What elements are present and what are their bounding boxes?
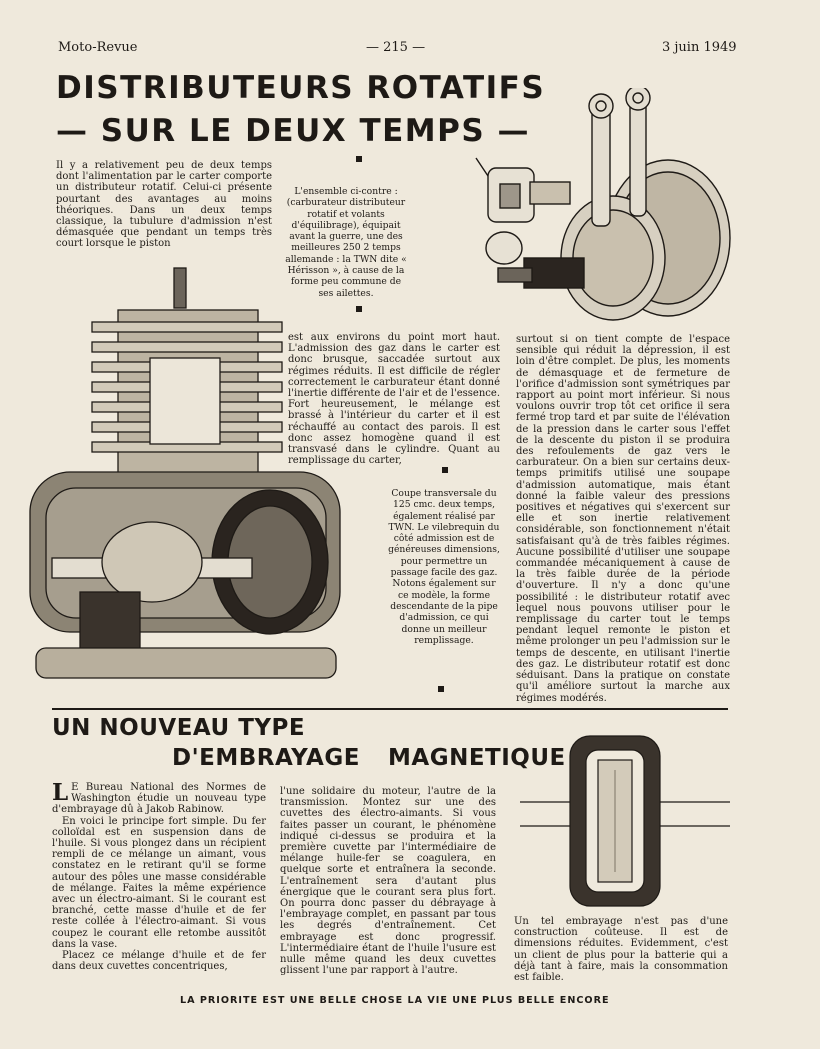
magnetic-clutch-diagram <box>520 730 730 910</box>
article-title-line2: — SUR LE DEUX TEMPS — <box>56 113 530 149</box>
issue-date: 3 juin 1949 <box>662 40 737 55</box>
paragraph: En voici le principe fort simple. Du fer colloïdal est en suspension dans de l'huile. Si vous plongez dans un récipient rempli de ce mélange un aimant, vous constatez en le retirant qu'il se forme autour des pôles une masse considérable de mélange. Faites la même expérience avec un électro-aimant. Si le courant est branché, cette masse d'huile et de fer reste collée à l'électro-aimant. Si vous coupez le courant elle retombe aussitôt dans la vase. <box>52 815 266 950</box>
section-bullet <box>356 306 362 312</box>
article2-title-line2b: MAGNETIQUE <box>388 745 566 771</box>
footer-slogan: LA PRIORITE EST UNE BELLE CHOSE LA VIE UNE PLUS BELLE ENCORE <box>180 995 610 1006</box>
clutch-column-1 <box>52 779 266 973</box>
middle-column-text: est aux environs du point mort haut. L'admission des gaz dans le carter est donc brusque, saccadée surtout aux régimes réduits. Il est difficile de régler correctement le carburateur étant donné l'inertie différente de l'air et de l'essence. Fort heureusement, le mélange est brassé à l'intérieur du carter et il est réchauffé au contact des parois. Il est donc assez homogène quand il est transvasé dans le cylindre. Quant au remplissage du carter, <box>288 332 500 467</box>
paragraph: Placez ce mélange d'huile et de fer dans deux cuvettes concentriques, <box>52 950 266 973</box>
caption-crankshaft: L'ensemble ci-contre : (carburateur distributeur rotatif et volants d'équilibrage), équipait avant la guerre, une des meilleures 250 2 temps allemande : la TWN dite « Hérisson », à cause de la forme peu commune de ses ailettes. <box>285 186 407 299</box>
section-bullet <box>442 467 448 473</box>
clutch-column-2: l'une solidaire du moteur, l'autre de la transmission. Montez sur une des cuvettes des électro-aimants. Si vous faites passer un courant, le phénomène indiqué ci-dessus se produira et la première cuvette par l'intermédiaire de mélange huile-fer se coagulera, en quelque sorte et entraînera la seconde. L'entraînement sera d'autant plus énergique que le courant sera plus fort. On pourra donc passer du débrayage à l'embrayage complet, en passant par tous les degrés d'entraînement. Cet embrayage est donc progressif. L'intermédiaire étant de l'huile l'usure est nulle même quand les deux cuvettes glissent l'une par rapport à l'autre. <box>280 786 496 977</box>
clutch-column-3: Un tel embrayage n'est pas d'une construction coûteuse. Il est de dimensions réduites. Evidemment, c'est un client de plus pour la batterie qui a déjà tant à faire, mais la consommation est faible. <box>514 916 728 984</box>
section-bullet <box>356 156 362 162</box>
article2-title-line1: UN NOUVEAU TYPE <box>52 715 306 741</box>
page-number: — 215 — <box>366 40 426 55</box>
magazine-name: Moto-Revue <box>58 40 138 55</box>
crankshaft-carburetor-illustration <box>468 88 740 324</box>
intro-paragraph: Il y a relativement peu de deux temps dont l'alimentation par le carter comporte un distributeur rotatif. Celui-ci présente pourtant des avantages au moins théoriques. Dans un deux temps classique, la tubulure d'admission n'est démasquée que pendant un temps très court lorsque le piston <box>56 160 272 250</box>
article2-title-line2a: D'EMBRAYAGE <box>172 745 360 771</box>
article-title-line1: DISTRIBUTEURS ROTATIFS <box>56 70 546 106</box>
lead-paragraph: E Bureau National des Normes de Washington étudie un nouveau type d'embrayage dû à Jakob Rabinow. <box>52 782 266 816</box>
engine-cross-section-illustration <box>22 262 350 688</box>
caption-cross-section: Coupe transversale du 125 cmc. deux temps, également réalisé par TWN. Le vilebrequin du côté admission est de généreuses dimensions, pour permettre un passage facile des gaz. Notons également sur ce modèle, la forme descendante de la pipe d'admission, ce qui donne un meilleur remplissage. <box>388 488 500 646</box>
right-column-text: surtout si on tient compte de l'espace sensible qui réduit la dépression, il est loin d'être complet. De plus, les moments de démasquage et de fermeture de l'orifice d'admission sont symétriques par rapport au point mort inférieur. Si nous voulons ouvrir trop tôt cet orifice il sera fermé trop tard et par suite de l'élévation de la pression dans le carter sous l'effet de la descente du piston il se produira des refoulements de gaz vers le carburateur. On a bien sur certains deux-temps primitifs utilisé une soupape d'admission automatique, mais étant donné la faible valeur des pressions positives et négatives qui s'exercent sur elle et son inertie relativement considérable, son fonctionnement n'était satisfaisant qu'à de très faibles régimes. Aucune possibilité d'utiliser une soupape commandée mécaniquement à cause de la très faible durée de la période d'ouverture. Il n'y a donc qu'une possibilité : le distributeur rotatif avec lequel nous pouvons utiliser pour le remplissage du carter tout le temps pendant lequel remonte le piston et même prolonger un peu l'admission sur le temps de descente, en utilisant l'inertie des gaz. Le distributeur rotatif est donc séduisant. Dans la pratique on constate qu'il améliore surtout la marche aux régimes modérés. <box>516 334 730 704</box>
drop-cap: L <box>52 779 69 806</box>
section-divider <box>52 708 728 710</box>
section-bullet <box>438 686 444 692</box>
